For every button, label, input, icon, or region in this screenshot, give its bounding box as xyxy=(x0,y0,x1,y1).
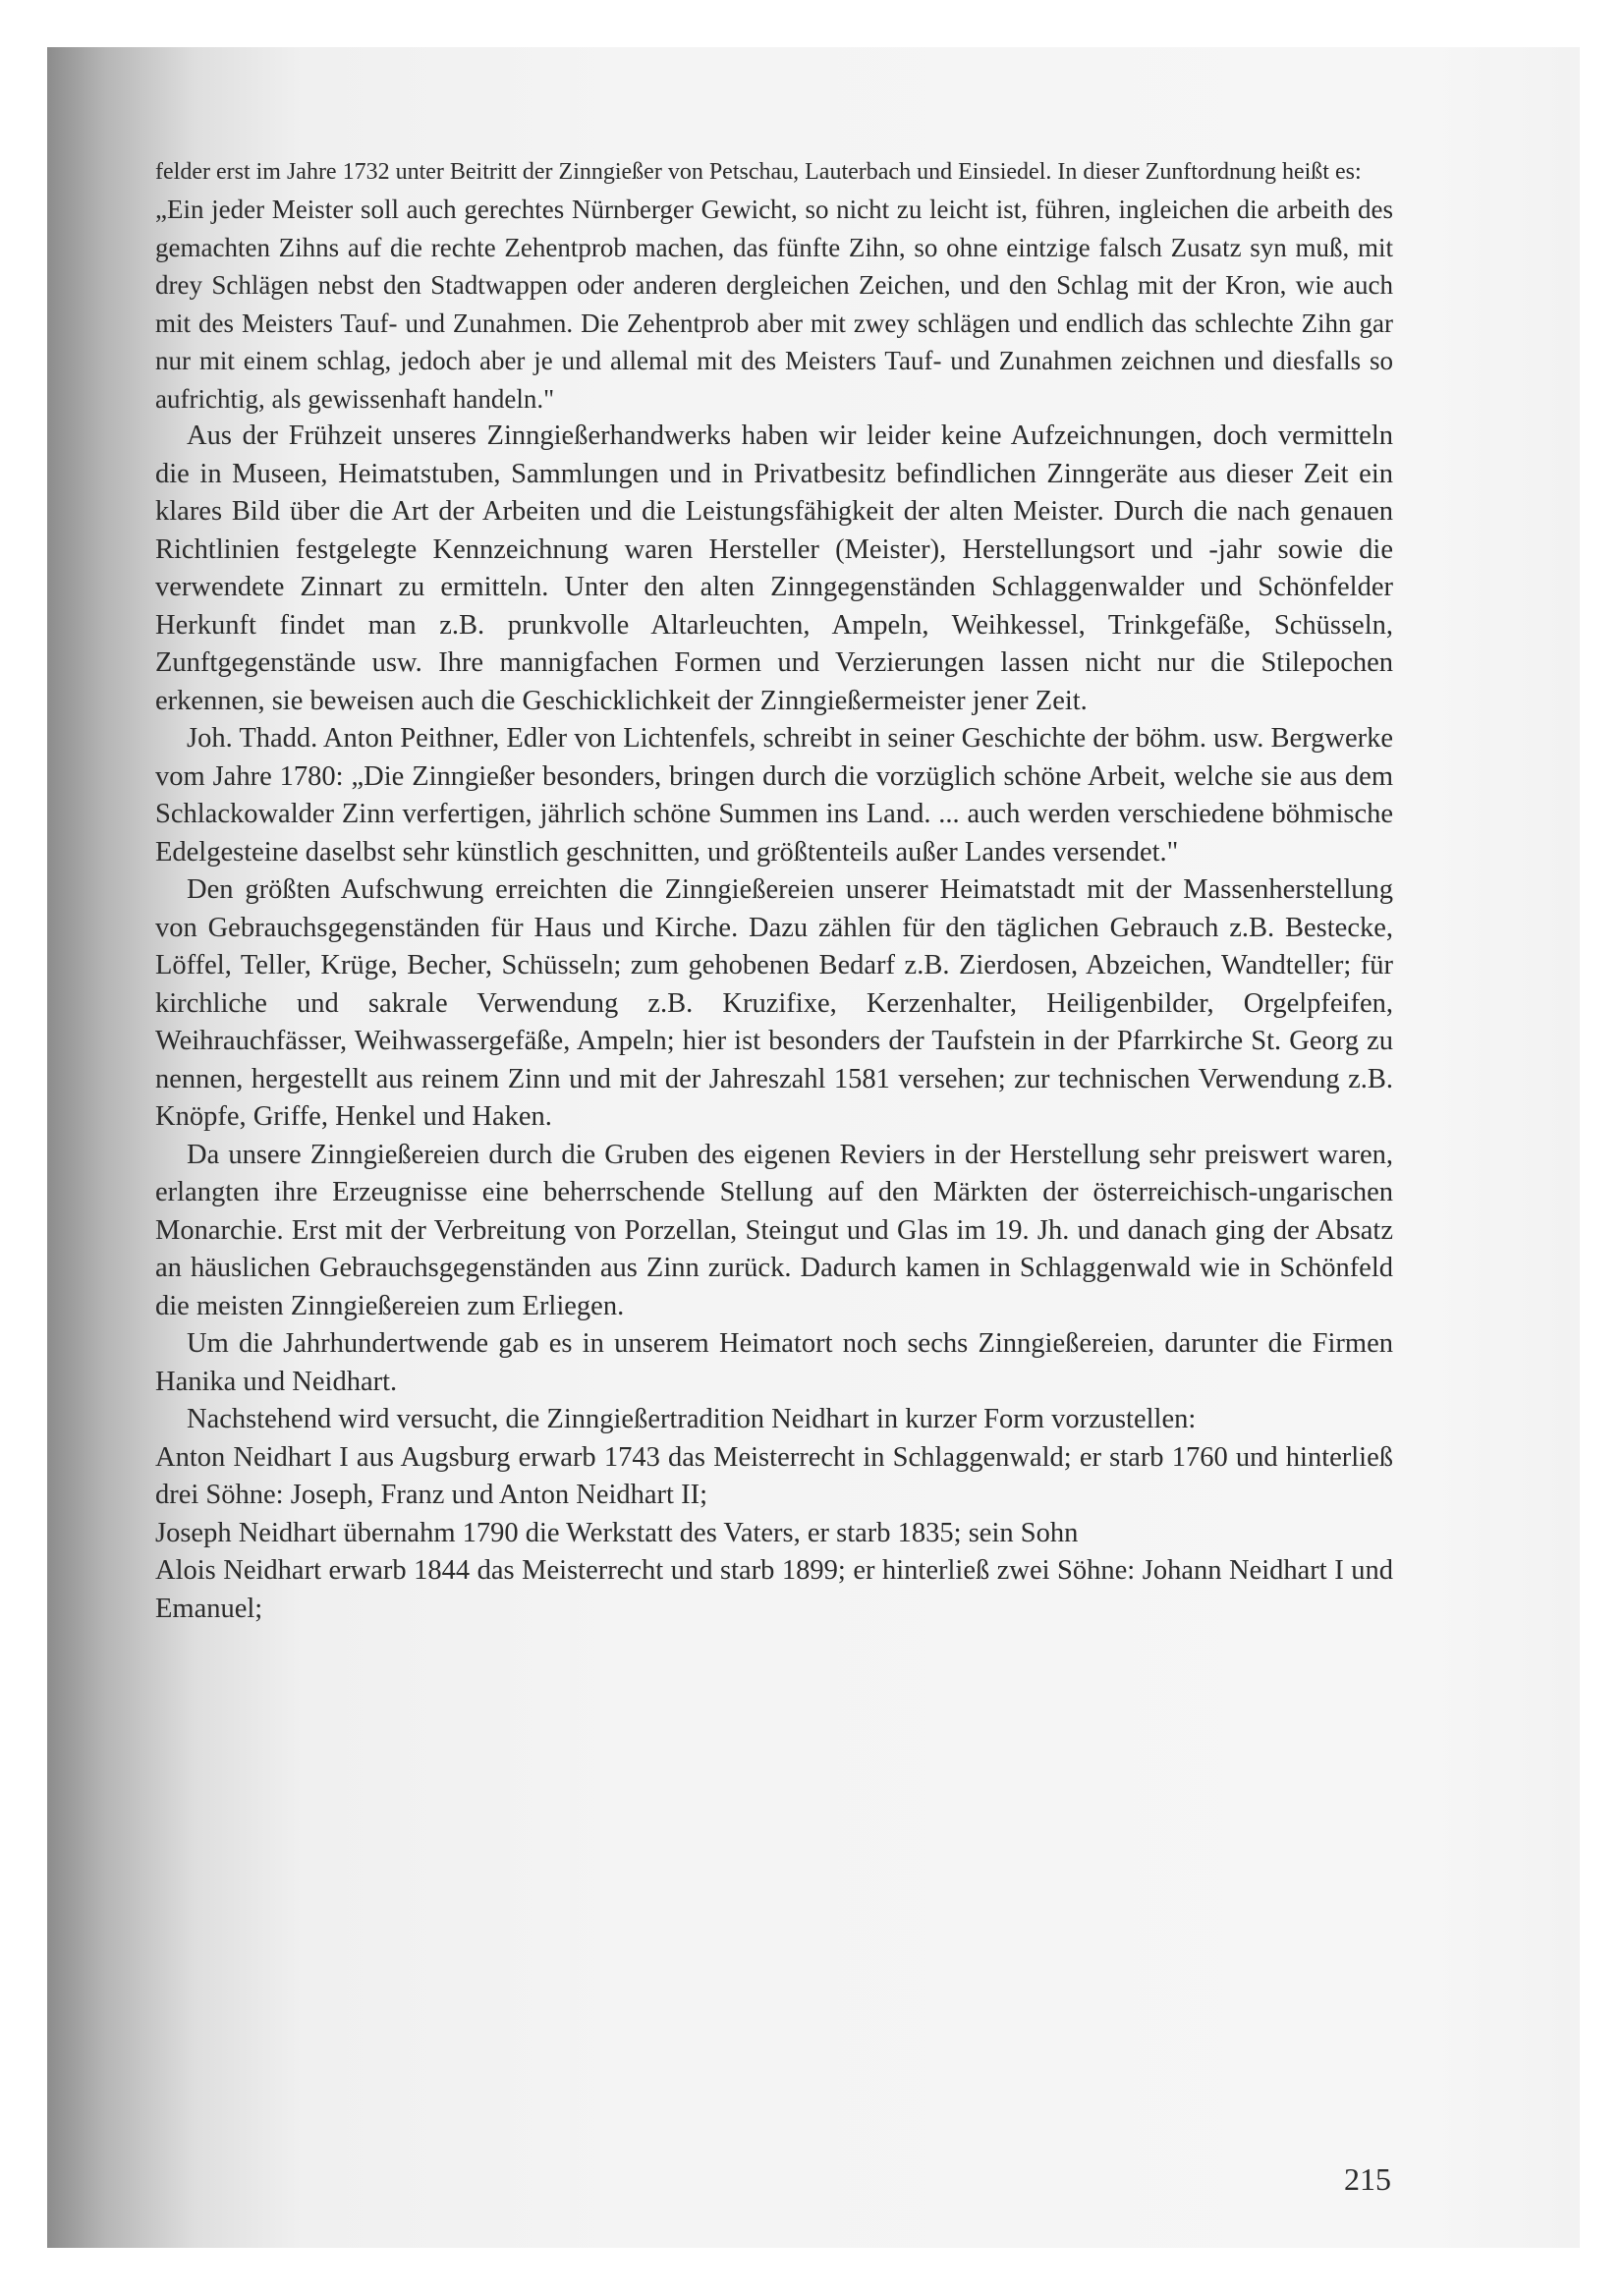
paragraph-early-period: Aus der Frühzeit unseres Zinngießerhandwerks haben wir leider keine Aufzeichnungen, doch vermitteln die in Museen, Heimatstuben, Sammlungen und in Privatbesitz befindlichen Zinngeräte aus dieser Zeit ein klares Bild über die Art der Arbeiten und die Leistungsfähigkeit der alten Meister. Durch die nach genauen Richtlinien festgelegte Kennzeichnung waren Hersteller (Meister), Herstellungsort und -jahr sowie die verwendete Zinnart zu ermitteln. Unter den alten Zinngegenständen Schlaggenwalder und Schönfelder Herkunft findet man z.B. prunkvolle Altarleuchten, Ampeln, Weihkessel, Trinkgefäße, Schüsseln, Zunftgegenstände usw. Ihre mannigfachen Formen und Verzierungen lassen nicht nur die Stilepochen erkennen, sie beweisen auch die Geschicklichkeit der Zinngießermeister jener Zeit. xyxy=(155,420,1393,716)
paragraph-quote: „Ein jeder Meister soll auch gerechtes Nürnberger Gewicht, so nicht zu leicht ist, führen, ingleichen die arbeith des gemachten Zihns auf die rechte Zehentprob machen, das fünfte Zihn, so ohne eintzige falsch Zusatz syn muß, mit drey Schlägen nebst den Stadtwappen oder anderen dergleichen Zeichen, und den Schlag mit der Kron, wie auch mit des Meisters Tauf- und Zunahmen. Die Zehentprob aber mit zwey schlägen und endlich das schlechte Zihn gar nur mit einem schlag, jedoch aber je und allemal mit des Meisters Tauf- und Zunahmen zeichnen und diesfalls so aufrichtig, als gewissenhaft handeln." xyxy=(155,195,1393,414)
paragraph-alois-neidhart: Alois Neidhart erwarb 1844 das Meisterrecht und starb 1899; er hinterließ zwei Söhne: Johann Neidhart I und Emanuel; xyxy=(155,1555,1393,1624)
page-number: 215 xyxy=(1344,2161,1391,2197)
paragraph-decline: Da unsere Zinngießereien durch die Gruben des eigenen Reviers in der Herstellung sehr preiswert waren, erlangten ihre Erzeugnisse eine beherrschende Stellung auf den Märkten der österreichisch-ungarischen Monarchie. Erst mit der Verbreitung von Porzellan, Steingut und Glas im 19. Jh. und danach ging der Absatz an häuslichen Gebrauchsgegenständen aus Zinn zurück. Dadurch kamen in Schlaggenwald wie in Schönfeld die meisten Zinngießereien zum Erliegen. xyxy=(155,1139,1393,1321)
paragraph-upswing: Den größten Aufschwung erreichten die Zinngießereien unserer Heimatstadt mit der Massenherstellung von Gebrauchsgegenständen für Haus und Kirche. Dazu zählen für den täglichen Gebrauch z.B. Bestecke, Löffel, Teller, Krüge, Becher, Schüsseln; zum gehobenen Bedarf z.B. Zierdosen, Abzeichen, Wandteller; für kirchliche und sakrale Verwendung z.B. Kruzifixe, Kerzenhalter, Heiligenbilder, Orgelpfeifen, Weihrauchfässer, Weihwassergefäße, Ampeln; hier ist besonders der Taufstein in der Pfarrkirche St. Georg zu nennen, hergestellt aus reinem Zinn und mit der Jahreszahl 1581 versehen; zur technischen Verwendung z.B. Knöpfe, Griffe, Henkel und Haken. xyxy=(155,874,1393,1132)
scanned-page xyxy=(47,47,1580,2248)
paragraph-joseph-neidhart: Joseph Neidhart übernahm 1790 die Werkstatt des Vaters, er starb 1835; sein Sohn xyxy=(155,1517,1079,1548)
paragraph-neidhart-intro: Nachstehend wird versucht, die Zinngießertradition Neidhart in kurzer Form vorzustellen: xyxy=(187,1404,1197,1434)
paragraph-intro: felder erst im Jahre 1732 unter Beitritt der Zinngießer von Petschau, Lauterbach und Einsiedel. In dieser Zunftordnung heißt es: xyxy=(155,159,1362,185)
paragraph-peithner: Joh. Thadd. Anton Peithner, Edler von Lichtenfels, schreibt in seiner Geschichte der böhm. usw. Bergwerke vom Jahre 1780: „Die Zinngießer besonders, bringen durch die vorzüglich schöne Arbeit, welche sie aus dem Schlackowalder Zinn verfertigen, jährlich schöne Summen ins Land. ... auch werden verschiedene böhmische Edelgesteine daselbst sehr künstlich geschnitten, und größtenteils außer Landes versendet." xyxy=(155,723,1393,868)
paragraph-anton-neidhart: Anton Neidhart I aus Augsburg erwarb 1743 das Meisterrecht in Schlaggenwald; er starb 1760 und hinterließ drei Söhne: Joseph, Franz und Anton Neidhart II; xyxy=(155,1441,1393,1510)
body-text xyxy=(155,153,1393,1628)
paragraph-turn-of-century: Um die Jahrhundertwende gab es in unserem Heimatort noch sechs Zinngießereien, darunter die Firmen Hanika und Neidhart. xyxy=(155,1328,1393,1397)
